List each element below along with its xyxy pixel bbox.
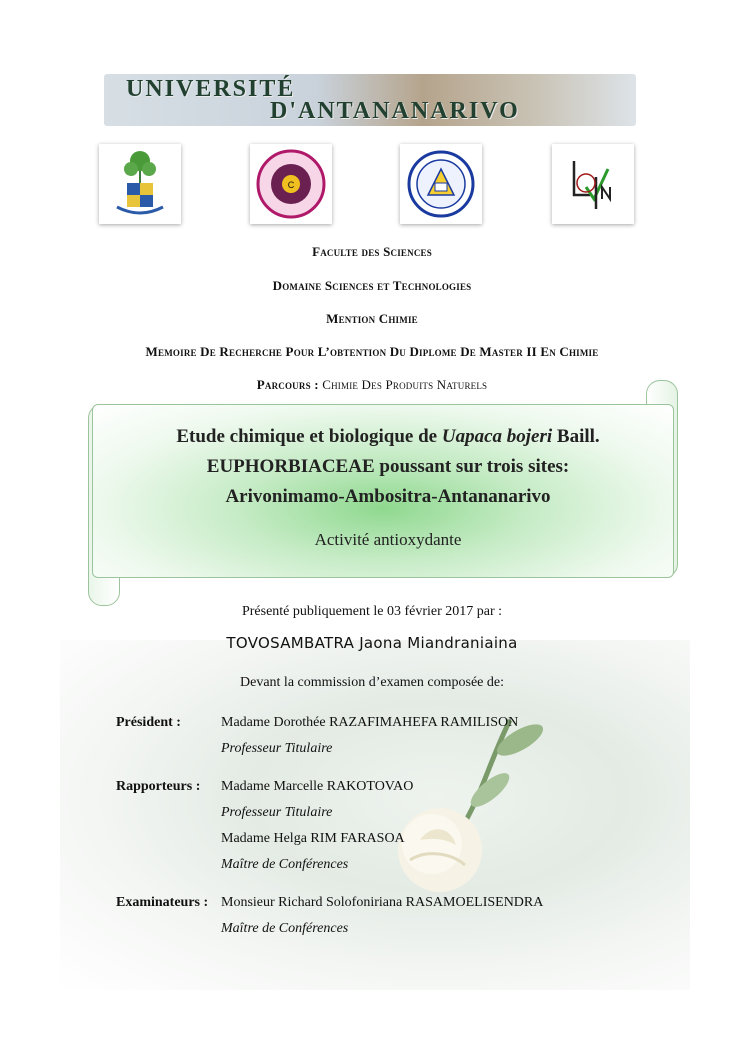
president-role: Professeur Titulaire bbox=[221, 741, 333, 756]
rapporteur2-name: Madame Helga RIM FARASOA bbox=[221, 831, 405, 846]
parcours-line bbox=[60, 377, 684, 393]
president-name: Madame Dorothée RAZAFIMAHEFA RAMILISON bbox=[221, 715, 519, 730]
banner-university-text: UNIVERSITÉ bbox=[126, 76, 296, 102]
examinateurs-label: Examinateurs : bbox=[116, 895, 209, 910]
university-seal-logo bbox=[99, 144, 181, 224]
rapporteurs-label: Rapporteurs : bbox=[116, 779, 201, 794]
thesis-title-line2: EUPHORBIACEAE poussant sur trois sites: bbox=[206, 456, 570, 477]
thesis-subtitle: Activité antioxydante bbox=[314, 530, 462, 549]
title-prefix: Etude chimique et biologique de bbox=[176, 426, 438, 447]
title-suffix: Baill. bbox=[556, 426, 600, 447]
rapporteur1-role: Professeur Titulaire bbox=[221, 805, 333, 820]
examinateur-name: Monsieur Richard Solofoniriana RASAMOELISENDRA bbox=[221, 895, 544, 910]
parcours-value: Chimie Des Produits Naturels bbox=[322, 377, 488, 392]
parcours-label: Parcours : bbox=[256, 377, 319, 392]
domain-line: Domaine Sciences et Technologies bbox=[272, 278, 472, 293]
memoire-line: Memoire De Recherche Pour L’obtention Du Diplome De Master II En Chimie bbox=[145, 344, 599, 359]
presented-line: Présenté publiquement le 03 février 2017 par : bbox=[241, 604, 503, 619]
svg-text:C: C bbox=[287, 180, 295, 190]
thesis-title-line3: Arivonimamo-Ambositra-Antananarivo bbox=[225, 486, 551, 507]
species-name: Uapaca bojeri bbox=[441, 426, 553, 447]
departement-chimie-logo bbox=[400, 144, 482, 224]
banner-city-text: D'ANTANANARIVO bbox=[270, 98, 520, 124]
author-name: TOVOSAMBATRA Jaona Miandraniaina bbox=[226, 634, 518, 652]
lcpn-logo bbox=[552, 144, 634, 224]
faculty-line: Faculte des Sciences bbox=[312, 244, 432, 259]
thesis-title-line1 bbox=[110, 426, 666, 448]
rapporteur1-name: Madame Marcelle RAKOTOVAO bbox=[221, 779, 414, 794]
mention-line: Mention Chimie bbox=[326, 311, 418, 326]
examinateur-role: Maître de Conférences bbox=[221, 921, 349, 936]
president-label: Président : bbox=[116, 715, 181, 730]
rapporteur2-role: Maître de Conférences bbox=[221, 857, 349, 872]
faculte-sciences-logo bbox=[250, 144, 332, 224]
commission-line: Devant la commission d’examen composée de: bbox=[240, 675, 504, 690]
